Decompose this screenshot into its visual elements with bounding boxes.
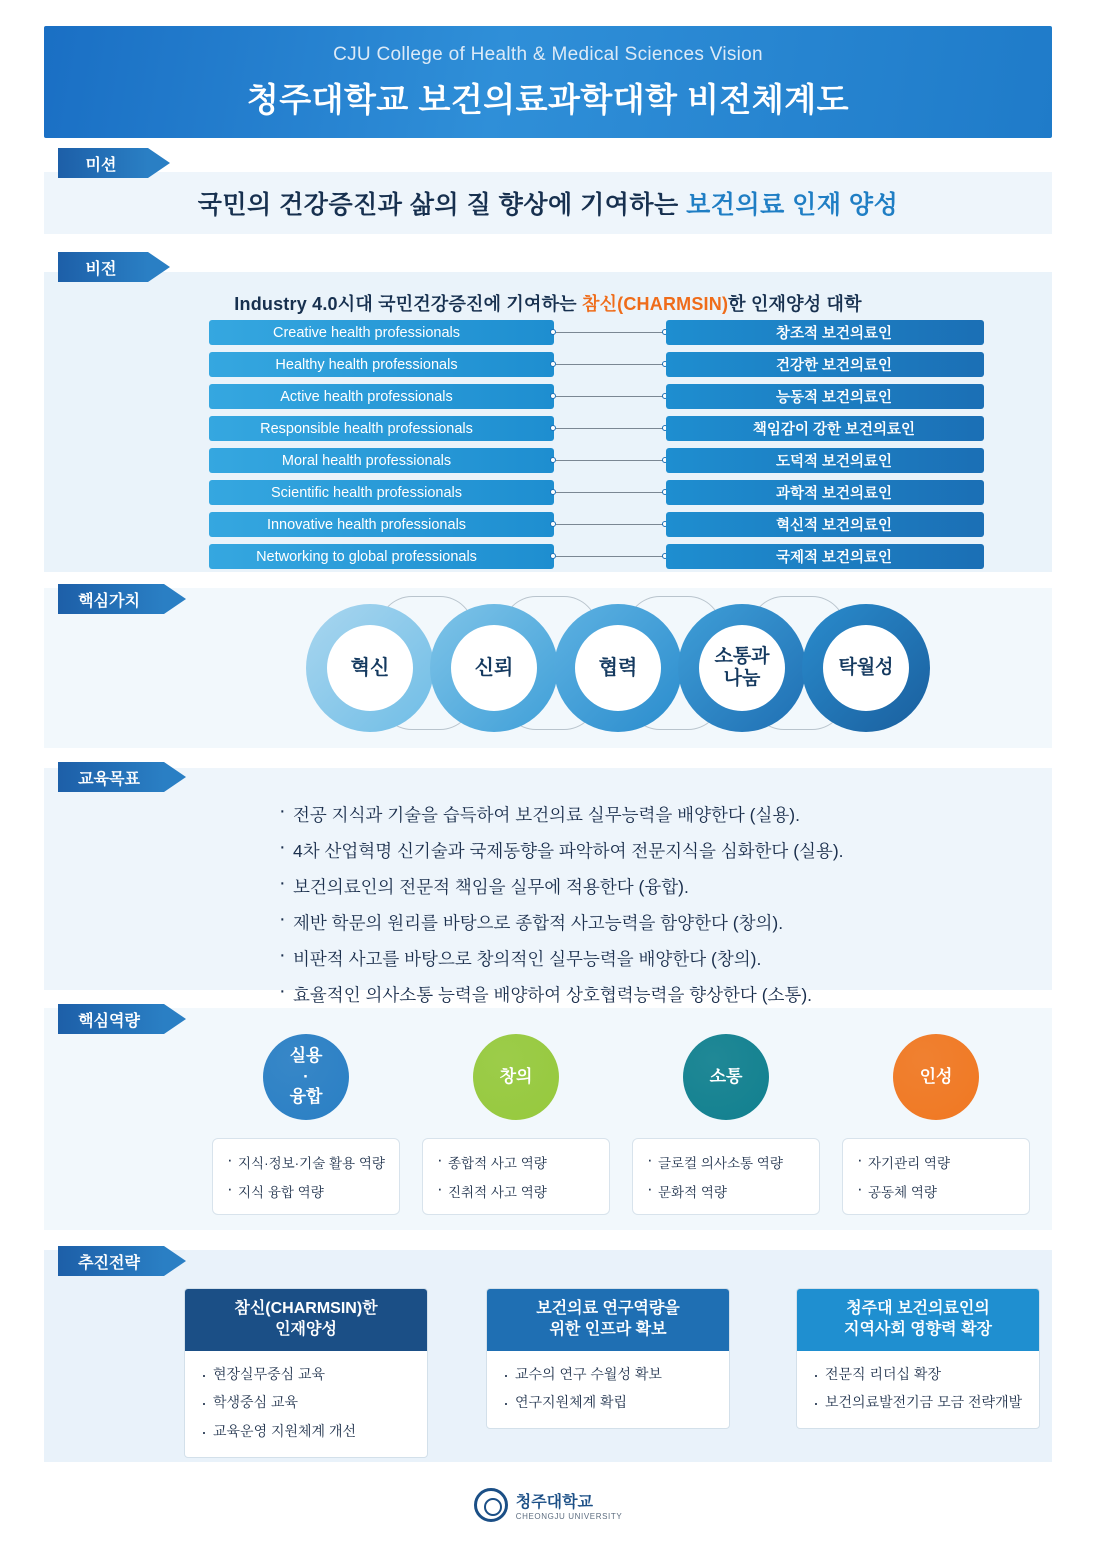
strategy-section	[44, 1250, 1052, 1462]
strategy-item: · 학생중심 교육	[201, 1393, 411, 1412]
charmsin-en-label: Active health professionals	[209, 384, 554, 409]
charmsin-connector-dot-left	[550, 457, 556, 463]
charmsin-row	[44, 384, 1052, 409]
charmsin-row	[44, 480, 1052, 505]
strategy-item: · 연구지원체계 확립	[503, 1393, 713, 1412]
competency-detail-item: · 공동체 역량	[857, 1181, 1015, 1201]
charmsin-connector-dot-left	[550, 393, 556, 399]
strategy-card-body-3	[797, 1351, 1039, 1429]
charmsin-row	[44, 544, 1052, 569]
core-values-section	[44, 588, 1052, 748]
competency-column-4	[842, 1034, 1030, 1215]
charmsin-connector-dot-left	[550, 553, 556, 559]
strategy-card-title-2: 보건의료 연구역량을 위한 인프라 확보	[487, 1289, 729, 1351]
core-value-label-4: 소통과 나눔	[699, 625, 785, 711]
education-goal-item: · 4차 산업혁명 신기술과 국제동향을 파악하여 전문지식을 심화한다 (실용).	[279, 838, 844, 863]
competency-circle-1: 실용 · 융합	[263, 1034, 349, 1120]
charmsin-en-label: Healthy health professionals	[209, 352, 554, 377]
charmsin-kr-label: 혁신적 보건의료인	[666, 512, 984, 537]
strategy-card-body-2	[487, 1351, 729, 1429]
charmsin-kr-label: 창조적 보건의료인	[666, 320, 984, 345]
section-tag-goals: 교육목표	[58, 762, 164, 792]
charmsin-en-label: Networking to global professionals	[209, 544, 554, 569]
charmsin-row-list	[44, 320, 1052, 576]
charmsin-kr-label: 능동적 보건의료인	[666, 384, 984, 409]
strategy-card-2	[486, 1288, 730, 1429]
strategy-item: · 교수의 연구 수월성 확보	[503, 1365, 713, 1384]
education-goal-item: · 제반 학문의 원리를 바탕으로 종합적 사고능력을 함양한다 (창의).	[279, 910, 844, 935]
competency-column-2	[422, 1034, 610, 1215]
competency-details-2	[422, 1138, 610, 1215]
charmsin-en-label: Innovative health professionals	[209, 512, 554, 537]
core-value-label-5: 탁월성	[823, 625, 909, 711]
core-value-ring-2	[430, 604, 558, 732]
competency-detail-item: · 진취적 사고 역량	[437, 1181, 595, 1201]
charmsin-connector-line	[556, 364, 668, 365]
university-name	[516, 1489, 623, 1521]
charmsin-connector-dot-left	[550, 329, 556, 335]
charmsin-en-label: Scientific health professionals	[209, 480, 554, 505]
charmsin-connector-line	[556, 396, 668, 397]
education-goal-item: · 전공 지식과 기술을 습득하여 보건의료 실무능력을 배양한다 (실용).	[279, 802, 844, 827]
competency-column-3	[632, 1034, 820, 1215]
core-value-label-2: 신뢰	[451, 625, 537, 711]
charmsin-en-label: Moral health professionals	[209, 448, 554, 473]
competency-details-3	[632, 1138, 820, 1215]
core-value-label-1: 혁신	[327, 625, 413, 711]
strategy-card-3	[796, 1288, 1040, 1429]
charmsin-row	[44, 352, 1052, 377]
vision-headline-after: 한 인재양성 대학	[728, 294, 862, 314]
charmsin-en-label: Creative health professionals	[209, 320, 554, 345]
core-value-ring-4	[678, 604, 806, 732]
education-goal-item: · 효율적인 의사소통 능력을 배양하여 상호협력능력을 향상한다 (소통).	[279, 982, 844, 1007]
strategy-item: · 현장실무중심 교육	[201, 1365, 411, 1384]
core-competencies-section	[44, 1008, 1052, 1230]
university-name-kr: 청주대학교	[515, 1494, 594, 1511]
competency-details-1	[212, 1138, 400, 1215]
competency-detail-item: · 지식·정보·기술 활용 역량	[227, 1152, 385, 1172]
charmsin-connector-line	[556, 556, 668, 557]
competency-column-1	[212, 1034, 400, 1215]
university-name-en: CHEONGJU UNIVERSITY	[515, 1512, 623, 1521]
charmsin-connector-dot-left	[550, 361, 556, 367]
strategy-card-title-3: 청주대 보건의료인의 지역사회 영향력 확장	[797, 1289, 1039, 1351]
mission-text-highlight: 보건의료 인재 양성	[686, 191, 899, 219]
charmsin-connector-dot-left	[550, 489, 556, 495]
competency-detail-item: · 종합적 사고 역량	[437, 1152, 595, 1172]
core-value-ring-1	[306, 604, 434, 732]
competency-detail-item: · 문화적 역량	[647, 1181, 805, 1201]
competency-circle-4: 인성	[893, 1034, 979, 1120]
education-goal-item: · 비판적 사고를 바탕으로 창의적인 실무능력을 배양한다 (창의).	[279, 946, 844, 971]
education-goals-section	[44, 768, 1052, 1005]
university-seal-icon	[474, 1488, 508, 1522]
charmsin-kr-label: 책임감이 강한 보건의료인	[666, 416, 984, 441]
competency-detail-item: · 지식 융합 역량	[227, 1181, 385, 1201]
section-tag-mission: 미션	[58, 148, 148, 178]
vision-section	[44, 272, 1052, 572]
charmsin-row	[44, 512, 1052, 537]
competency-circle-3: 소통	[683, 1034, 769, 1120]
charmsin-kr-label: 건강한 보건의료인	[666, 352, 984, 377]
charmsin-connector-dot-left	[550, 521, 556, 527]
section-tag-strategy: 추진전략	[58, 1246, 164, 1276]
section-tag-vision: 비전	[58, 252, 148, 282]
strategy-card-title-1: 참신(CHARMSIN)한 인재양성	[185, 1289, 427, 1351]
competency-detail-item: · 자기관리 역량	[857, 1152, 1015, 1172]
page-header	[44, 26, 1052, 138]
core-value-ring-3	[554, 604, 682, 732]
competency-details-4	[842, 1138, 1030, 1215]
mission-text	[198, 185, 898, 221]
header-eyebrow: CJU College of Health & Medical Sciences Vision	[333, 43, 763, 65]
charmsin-kr-label: 과학적 보건의료인	[666, 480, 984, 505]
competency-detail-item: · 글로컬 의사소통 역량	[647, 1152, 805, 1172]
vision-headline-keyword: 참신(CHARMSIN)	[581, 294, 729, 314]
charmsin-row	[44, 320, 1052, 345]
charmsin-connector-line	[556, 428, 668, 429]
charmsin-row	[44, 416, 1052, 441]
strategy-item: · 전문직 리더십 확장	[813, 1365, 1023, 1384]
vision-headline	[44, 272, 1052, 316]
charmsin-connector-line	[556, 332, 668, 333]
competency-circle-2: 창의	[473, 1034, 559, 1120]
education-goal-item: · 보건의료인의 전문적 책임을 실무에 적용한다 (융합).	[279, 874, 844, 899]
core-value-label-3: 협력	[575, 625, 661, 711]
charmsin-row	[44, 448, 1052, 473]
charmsin-en-label: Responsible health professionals	[209, 416, 554, 441]
strategy-card-1	[184, 1288, 428, 1458]
strategy-item: · 보건의료발전기금 모금 전략개발	[813, 1393, 1023, 1412]
footer-logo	[0, 1488, 1096, 1522]
mission-text-main: 국민의 건강증진과 삶의 질 향상에 기여하는	[197, 191, 687, 219]
section-tag-core-values: 핵심가치	[58, 584, 164, 614]
page-title: 청주대학교 보건의료과학대학 비전체계도	[246, 80, 850, 118]
charmsin-connector-dot-left	[550, 425, 556, 431]
vision-headline-before: Industry 4.0시대 국민건강증진에 기여하는	[234, 294, 582, 314]
section-tag-competencies: 핵심역량	[58, 1004, 164, 1034]
charmsin-connector-line	[556, 460, 668, 461]
charmsin-connector-line	[556, 524, 668, 525]
strategy-item: · 교육운영 지원체계 개선	[201, 1422, 411, 1441]
strategy-card-body-1	[185, 1351, 427, 1458]
charmsin-connector-line	[556, 492, 668, 493]
charmsin-kr-label: 도덕적 보건의료인	[666, 448, 984, 473]
charmsin-kr-label: 국제적 보건의료인	[666, 544, 984, 569]
core-value-ring-5	[802, 604, 930, 732]
mission-section	[44, 172, 1052, 234]
